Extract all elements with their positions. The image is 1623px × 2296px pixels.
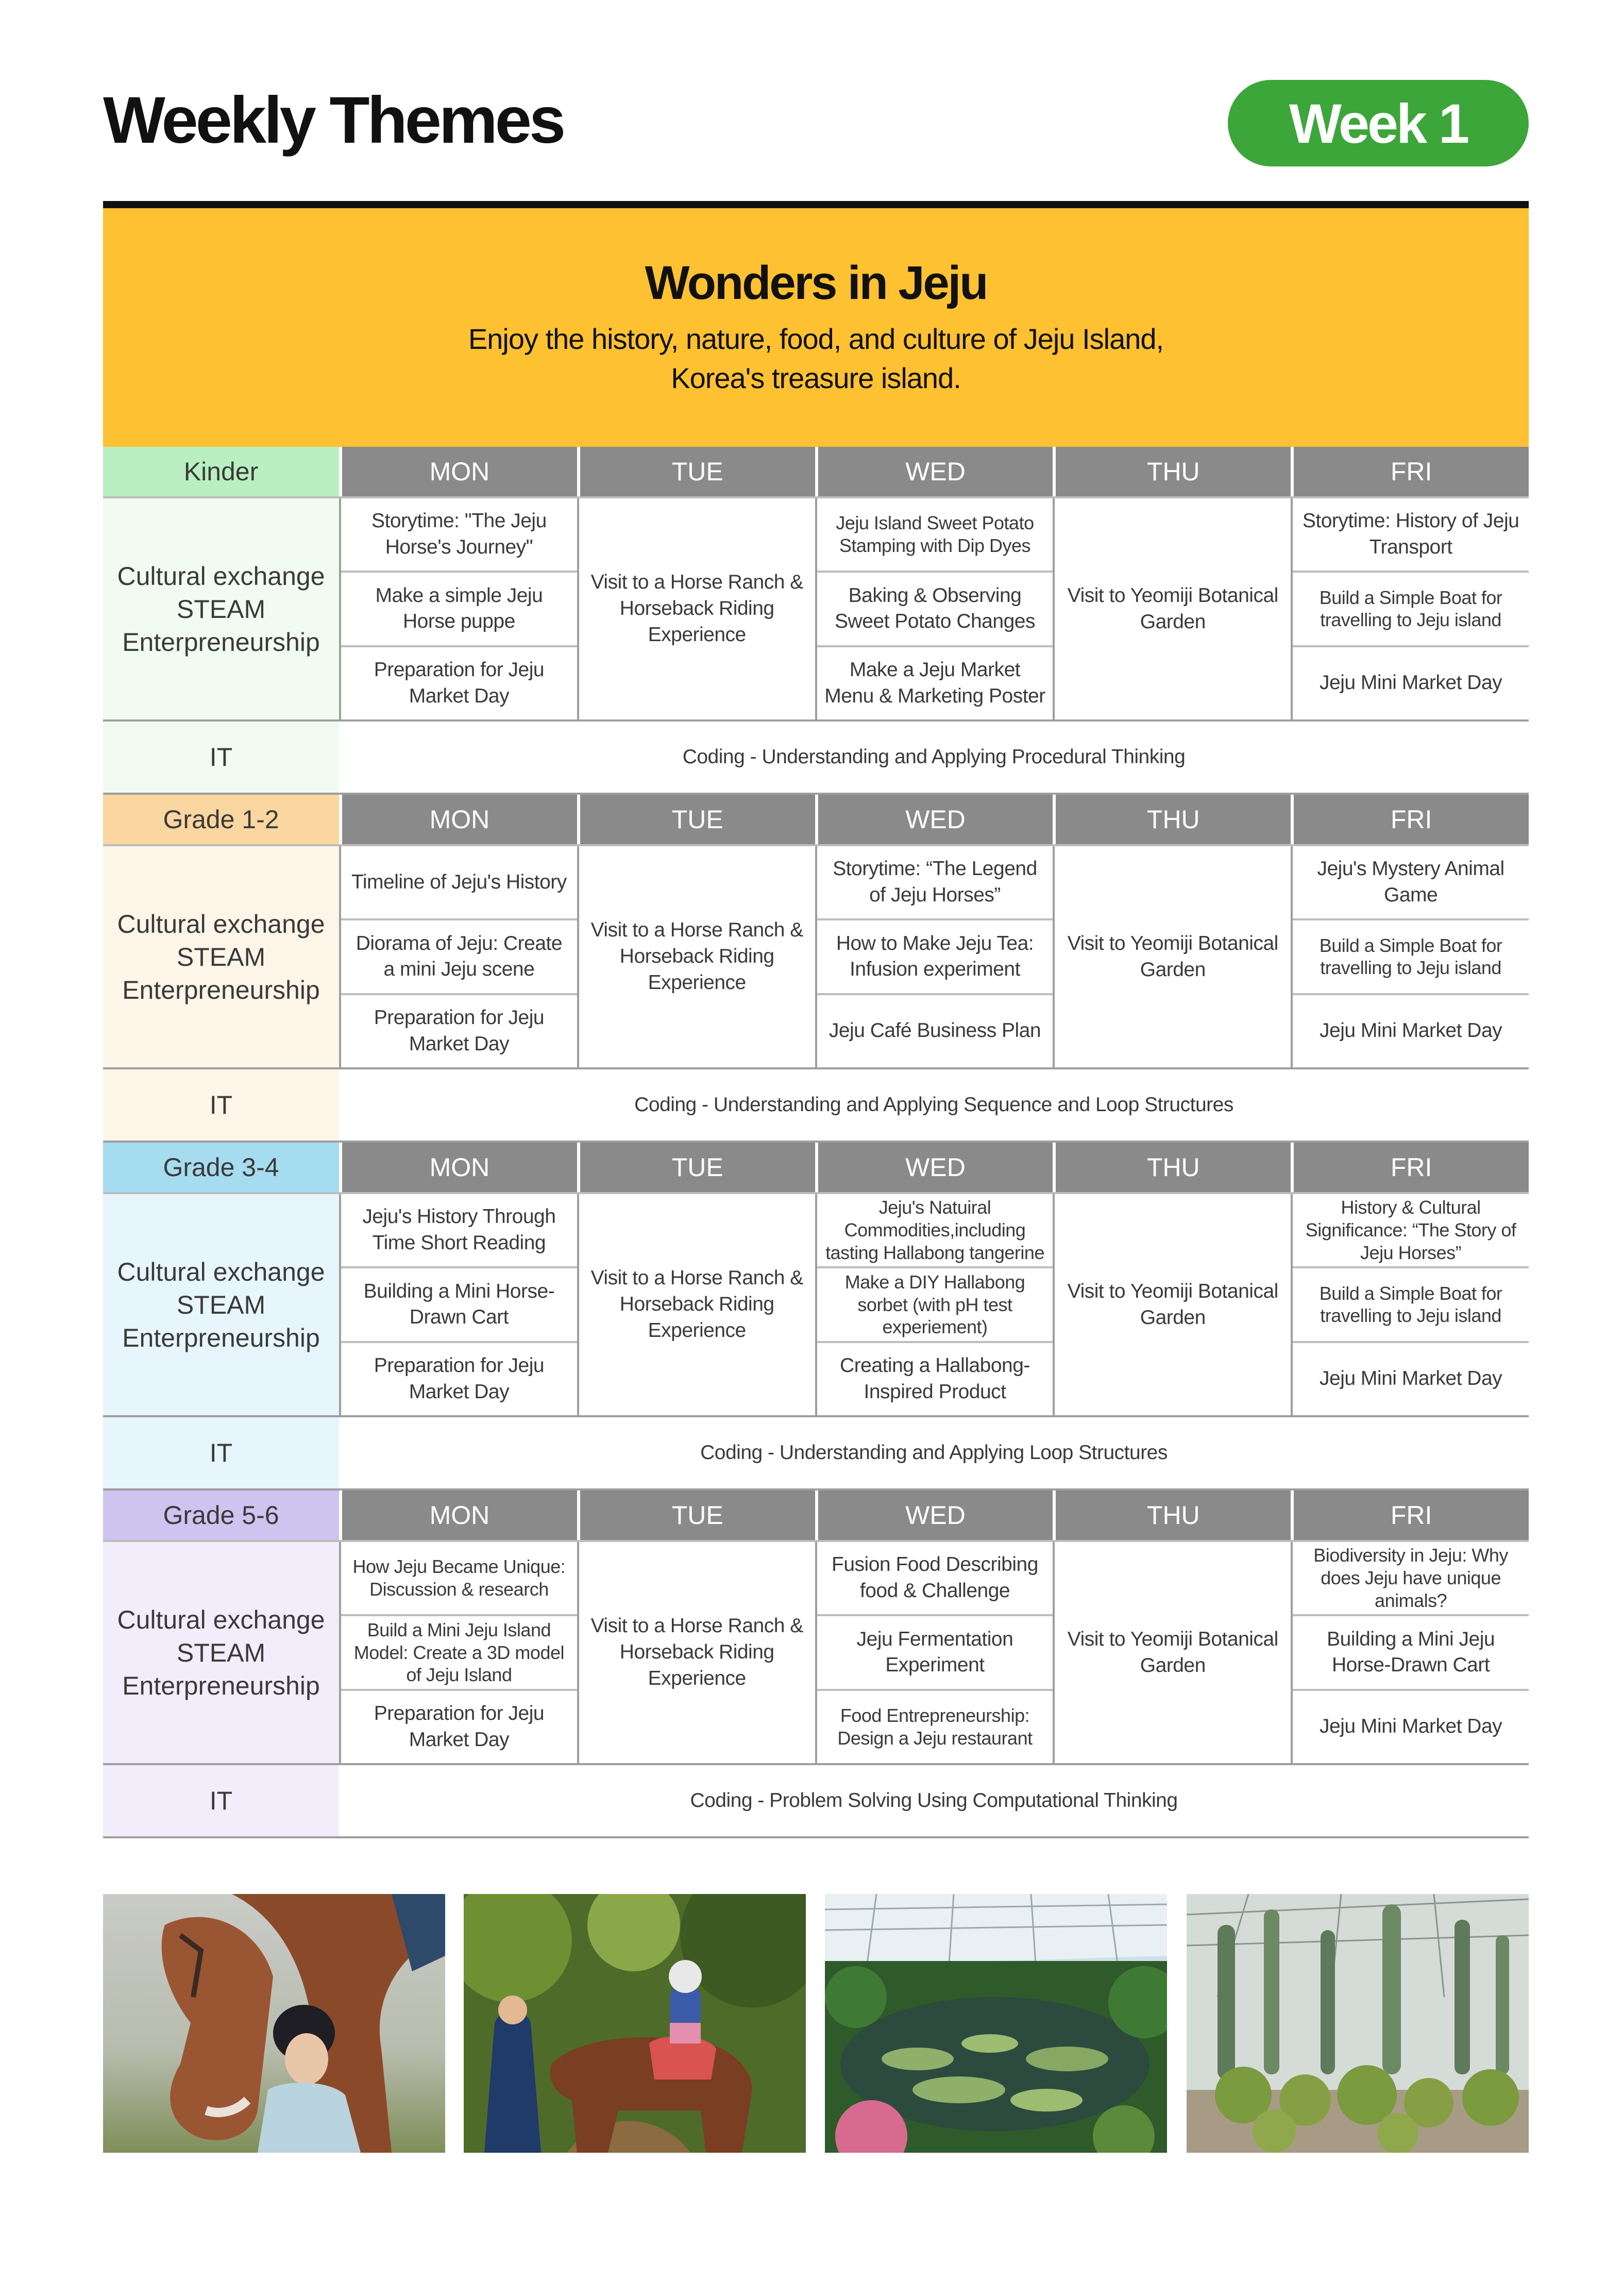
it-activity: Coding - Understanding and Applying Sequence and Loop Structures	[634, 1094, 1233, 1116]
activity-cell: Jeju Island Sweet Potato Stamping with Dip Dyes	[836, 512, 1034, 557]
activity-cell: Jeju's Mystery Animal Game	[1317, 858, 1504, 907]
activity-cell: Jeju Mini Market Day	[1293, 1689, 1529, 1763]
activity-cell: Visit to a Horse Ranch & Horseback Riding Experience	[590, 1267, 803, 1342]
day-header-tue: TUE	[577, 447, 815, 496]
col-wed	[815, 1194, 1053, 1415]
it-activity: Coding - Understanding and Applying Procedural Thinking	[682, 746, 1186, 768]
subject-enterpreneurship: Enterpreneurship	[122, 1671, 320, 1700]
day-header-wed: WED	[815, 447, 1053, 496]
theme-title: Wonders in Jeju	[645, 257, 987, 309]
subject-enterpreneurship: Enterpreneurship	[122, 1323, 320, 1352]
col-thu	[1053, 1542, 1291, 1763]
activity-row	[103, 498, 1529, 722]
day-header-thu: THU	[1053, 1143, 1291, 1192]
botanical-garden-lily-pond-photo	[825, 1894, 1167, 2153]
activity-cell: Storytime: “The Legend of Jeju Horses”	[833, 858, 1037, 907]
activity-cell: Jeju Café Business Plan	[817, 993, 1053, 1067]
col-tue	[577, 498, 815, 719]
activity-cell: How Jeju Became Unique: Discussion & research	[352, 1556, 566, 1600]
activity-cell: Jeju's History Through Time Short Reading	[362, 1205, 556, 1254]
subject-cultural-exchange: Cultural exchange	[117, 1605, 325, 1634]
grade-header-row	[103, 1490, 1529, 1542]
activity-row	[103, 846, 1529, 1069]
activity-row	[103, 1542, 1529, 1765]
activity-cell: Build a Simple Boat for travelling to Jeju island	[1293, 571, 1529, 645]
activity-cell: Timeline of Jeju's History	[351, 870, 567, 893]
activity-cell: Build a Simple Boat for travelling to Jeju island	[1293, 1266, 1529, 1340]
theme-description: Enjoy the history, nature, food, and culture of Jeju Island, Korea's treasure island.	[468, 323, 1164, 394]
activity-cell: Creating a Hallabong-Inspired Product	[817, 1341, 1053, 1415]
cactus-greenhouse-photo	[1187, 1894, 1529, 2153]
activity-cell: Baking & Observing Sweet Potato Changes	[817, 571, 1053, 645]
it-row	[103, 1069, 1529, 1143]
day-header-tue: TUE	[577, 1490, 815, 1540]
grade-header-row	[103, 795, 1529, 846]
pony-ride-photo	[464, 1894, 806, 2153]
day-header-wed: WED	[815, 795, 1053, 844]
col-mon	[339, 1194, 577, 1415]
day-header-fri: FRI	[1291, 1143, 1529, 1192]
activity-cell: Preparation for Jeju Market Day	[341, 1341, 577, 1415]
subject-enterpreneurship: Enterpreneurship	[122, 627, 320, 657]
child-with-horse-photo	[103, 1894, 445, 2153]
theme-banner	[103, 208, 1529, 447]
day-header-mon: MON	[339, 447, 577, 496]
subject-list	[103, 1194, 339, 1415]
subject-steam: STEAM	[176, 594, 266, 624]
it-activity: Coding - Problem Solving Using Computational Thinking	[690, 1789, 1178, 1812]
grade-block-grade-1-2	[103, 795, 1529, 1143]
col-mon	[339, 498, 577, 719]
col-tue	[577, 846, 815, 1067]
activity-cell: Visit to a Horse Ranch & Horseback Riding Experience	[590, 919, 803, 994]
col-thu	[1053, 1194, 1291, 1415]
activity-cell: Building a Mini Horse-Drawn Cart	[341, 1266, 577, 1340]
activity-cell: Preparation for Jeju Market Day	[341, 645, 577, 719]
activity-cell: Make a simple Jeju Horse puppe	[341, 571, 577, 645]
grade-header-row	[103, 1143, 1529, 1194]
activity-cell: Building a Mini Jeju Horse-Drawn Cart	[1293, 1614, 1529, 1688]
activity-cell: Preparation for Jeju Market Day	[341, 1689, 577, 1763]
activity-cell: Jeju Mini Market Day	[1293, 1341, 1529, 1415]
day-header-thu: THU	[1053, 447, 1291, 496]
grade-label: Grade 1-2	[103, 795, 339, 844]
it-row	[103, 1417, 1529, 1490]
day-header-mon: MON	[339, 1143, 577, 1192]
activity-cell: Storytime: "The Jeju Horse's Journey"	[371, 510, 547, 559]
grade-block-grade-5-6	[103, 1490, 1529, 1838]
col-fri	[1291, 846, 1529, 1067]
col-tue	[577, 1542, 815, 1763]
grade-label: Kinder	[103, 447, 339, 496]
subject-cultural-exchange: Cultural exchange	[117, 909, 325, 938]
activity-cell: Jeju Mini Market Day	[1293, 645, 1529, 719]
subject-cultural-exchange: Cultural exchange	[117, 561, 325, 591]
activity-cell: Jeju Fermentation Experiment	[817, 1614, 1053, 1688]
day-header-mon: MON	[339, 795, 577, 844]
subject-steam: STEAM	[176, 1638, 266, 1667]
week-badge: Week 1	[1228, 80, 1529, 166]
subject-list	[103, 846, 339, 1067]
day-header-wed: WED	[815, 1143, 1053, 1192]
activity-cell: Visit to Yeomiji Botanical Garden	[1067, 1280, 1278, 1329]
col-fri	[1291, 498, 1529, 719]
activity-cell: Fusion Food Describing food & Challenge	[832, 1553, 1038, 1602]
col-tue	[577, 1194, 815, 1415]
activity-cell: Visit to Yeomiji Botanical Garden	[1067, 584, 1278, 633]
activity-cell: How to Make Jeju Tea: Infusion experiment	[817, 918, 1053, 993]
activity-cell: Storytime: History of Jeju Transport	[1302, 510, 1519, 559]
day-header-thu: THU	[1053, 1490, 1291, 1540]
grade-header-row	[103, 447, 1529, 498]
activity-cell: Biodiversity in Jeju: Why does Jeju have unique animals?	[1313, 1545, 1508, 1612]
day-header-thu: THU	[1053, 795, 1291, 844]
subject-enterpreneurship: Enterpreneurship	[122, 975, 320, 1004]
activity-cell: Food Entrepreneurship: Design a Jeju restaurant	[817, 1689, 1053, 1763]
activity-cell: Jeju Mini Market Day	[1293, 993, 1529, 1067]
activity-cell: Build a Mini Jeju Island Model: Create a 3D model of Jeju Island	[341, 1614, 577, 1688]
grade-label: Grade 5-6	[103, 1490, 339, 1540]
day-header-mon: MON	[339, 1490, 577, 1540]
activity-cell: Visit to a Horse Ranch & Horseback Riding Experience	[590, 1615, 803, 1689]
subject-steam: STEAM	[176, 1290, 266, 1319]
it-label: IT	[103, 1417, 339, 1488]
activity-cell: Visit to Yeomiji Botanical Garden	[1067, 1628, 1278, 1677]
header-divider	[103, 201, 1529, 208]
activity-cell: Diorama of Jeju: Create a mini Jeju scene	[341, 918, 577, 993]
activity-cell: Visit to Yeomiji Botanical Garden	[1067, 932, 1278, 981]
subject-steam: STEAM	[176, 942, 266, 971]
activity-row	[103, 1194, 1529, 1417]
day-header-fri: FRI	[1291, 447, 1529, 496]
grade-label: Grade 3-4	[103, 1143, 339, 1192]
day-header-tue: TUE	[577, 1143, 815, 1192]
activity-cell: Jeju's Natuiral Commodities,including tasting Hallabong tangerine	[825, 1197, 1044, 1264]
col-thu	[1053, 846, 1291, 1067]
activity-cell: History & Cultural Significance: “The Story of Jeju Horses”	[1305, 1197, 1516, 1264]
day-header-fri: FRI	[1291, 795, 1529, 844]
col-wed	[815, 498, 1053, 719]
activity-cell: Preparation for Jeju Market Day	[341, 993, 577, 1067]
activity-cell: Make a Jeju Market Menu & Marketing Poster	[817, 645, 1053, 719]
it-row	[103, 722, 1529, 795]
it-row	[103, 1765, 1529, 1838]
col-fri	[1291, 1194, 1529, 1415]
col-fri	[1291, 1542, 1529, 1763]
day-header-fri: FRI	[1291, 1490, 1529, 1540]
it-activity: Coding - Understanding and Applying Loop Structures	[700, 1442, 1168, 1464]
col-thu	[1053, 498, 1291, 719]
activity-cell: Make a DIY Hallabong sorbet (with pH test experiement)	[817, 1266, 1053, 1340]
activity-cell: Visit to a Horse Ranch & Horseback Riding Experience	[590, 571, 803, 646]
it-label: IT	[103, 722, 339, 793]
grade-block-grade-3-4	[103, 1143, 1529, 1490]
activity-cell: Build a Simple Boat for travelling to Jeju island	[1293, 918, 1529, 993]
it-label: IT	[103, 1765, 339, 1836]
day-header-wed: WED	[815, 1490, 1053, 1540]
page-title: Weekly Themes	[103, 83, 564, 157]
col-wed	[815, 846, 1053, 1067]
subject-list	[103, 498, 339, 719]
day-header-tue: TUE	[577, 795, 815, 844]
col-wed	[815, 1542, 1053, 1763]
grade-block-kinder	[103, 447, 1529, 795]
col-mon	[339, 846, 577, 1067]
col-mon	[339, 1542, 577, 1763]
subject-list	[103, 1542, 339, 1763]
it-label: IT	[103, 1069, 339, 1141]
subject-cultural-exchange: Cultural exchange	[117, 1257, 325, 1286]
